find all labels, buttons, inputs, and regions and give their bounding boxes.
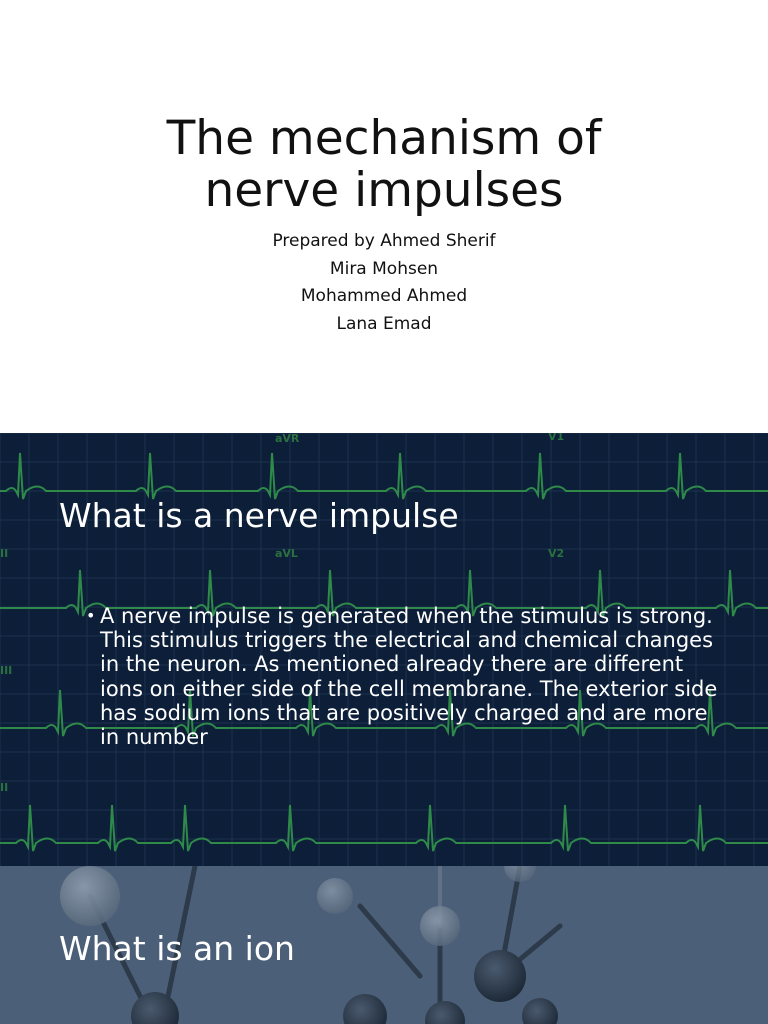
- author-list: [0, 228, 768, 338]
- atom-sphere: [60, 866, 120, 926]
- lead-label: II: [0, 781, 9, 794]
- lead-label: aVL: [275, 547, 298, 560]
- author-line: Lana Emad: [336, 313, 432, 334]
- author-line: Prepared by Ahmed Sherif: [272, 231, 496, 251]
- ecg-trace: [0, 805, 768, 851]
- ion-slide: [0, 866, 768, 1024]
- lead-label: II: [0, 547, 9, 560]
- nerve-impulse-slide: [0, 433, 768, 866]
- slide-heading: What is an ion: [59, 929, 295, 968]
- lead-label: V2: [548, 547, 565, 560]
- bullet-marker: •: [86, 606, 96, 625]
- bullet-text: A nerve impulse is generated when the stimulus is strong. This stimulus triggers the electrical and chemical changes in the neuron. As mentioned already there are different ions on either side of the cell membrane. The exterior side has sodium ions that are positively charged and are more in number: [100, 604, 718, 750]
- atom-sphere: [522, 998, 558, 1024]
- atom-sphere: [317, 878, 353, 914]
- lead-label: aVR: [275, 433, 300, 445]
- title-slide: [0, 0, 768, 433]
- ecg-trace: [0, 453, 768, 499]
- atom-sphere: [343, 994, 387, 1024]
- lead-label: III: [0, 664, 13, 677]
- author-line: Mira Mohsen: [329, 258, 439, 279]
- slide-title: The mechanism of nerve impulses: [166, 111, 602, 218]
- lead-label: V1: [548, 433, 565, 443]
- slide-heading: What is a nerve impulse: [59, 496, 459, 535]
- atom-sphere: [425, 1001, 465, 1024]
- atom-sphere: [504, 866, 536, 882]
- author-line: Mohammed Ahmed: [300, 286, 468, 306]
- atom-sphere: [420, 906, 460, 946]
- bullet-paragraph: [86, 604, 726, 749]
- atom-sphere: [474, 950, 526, 1002]
